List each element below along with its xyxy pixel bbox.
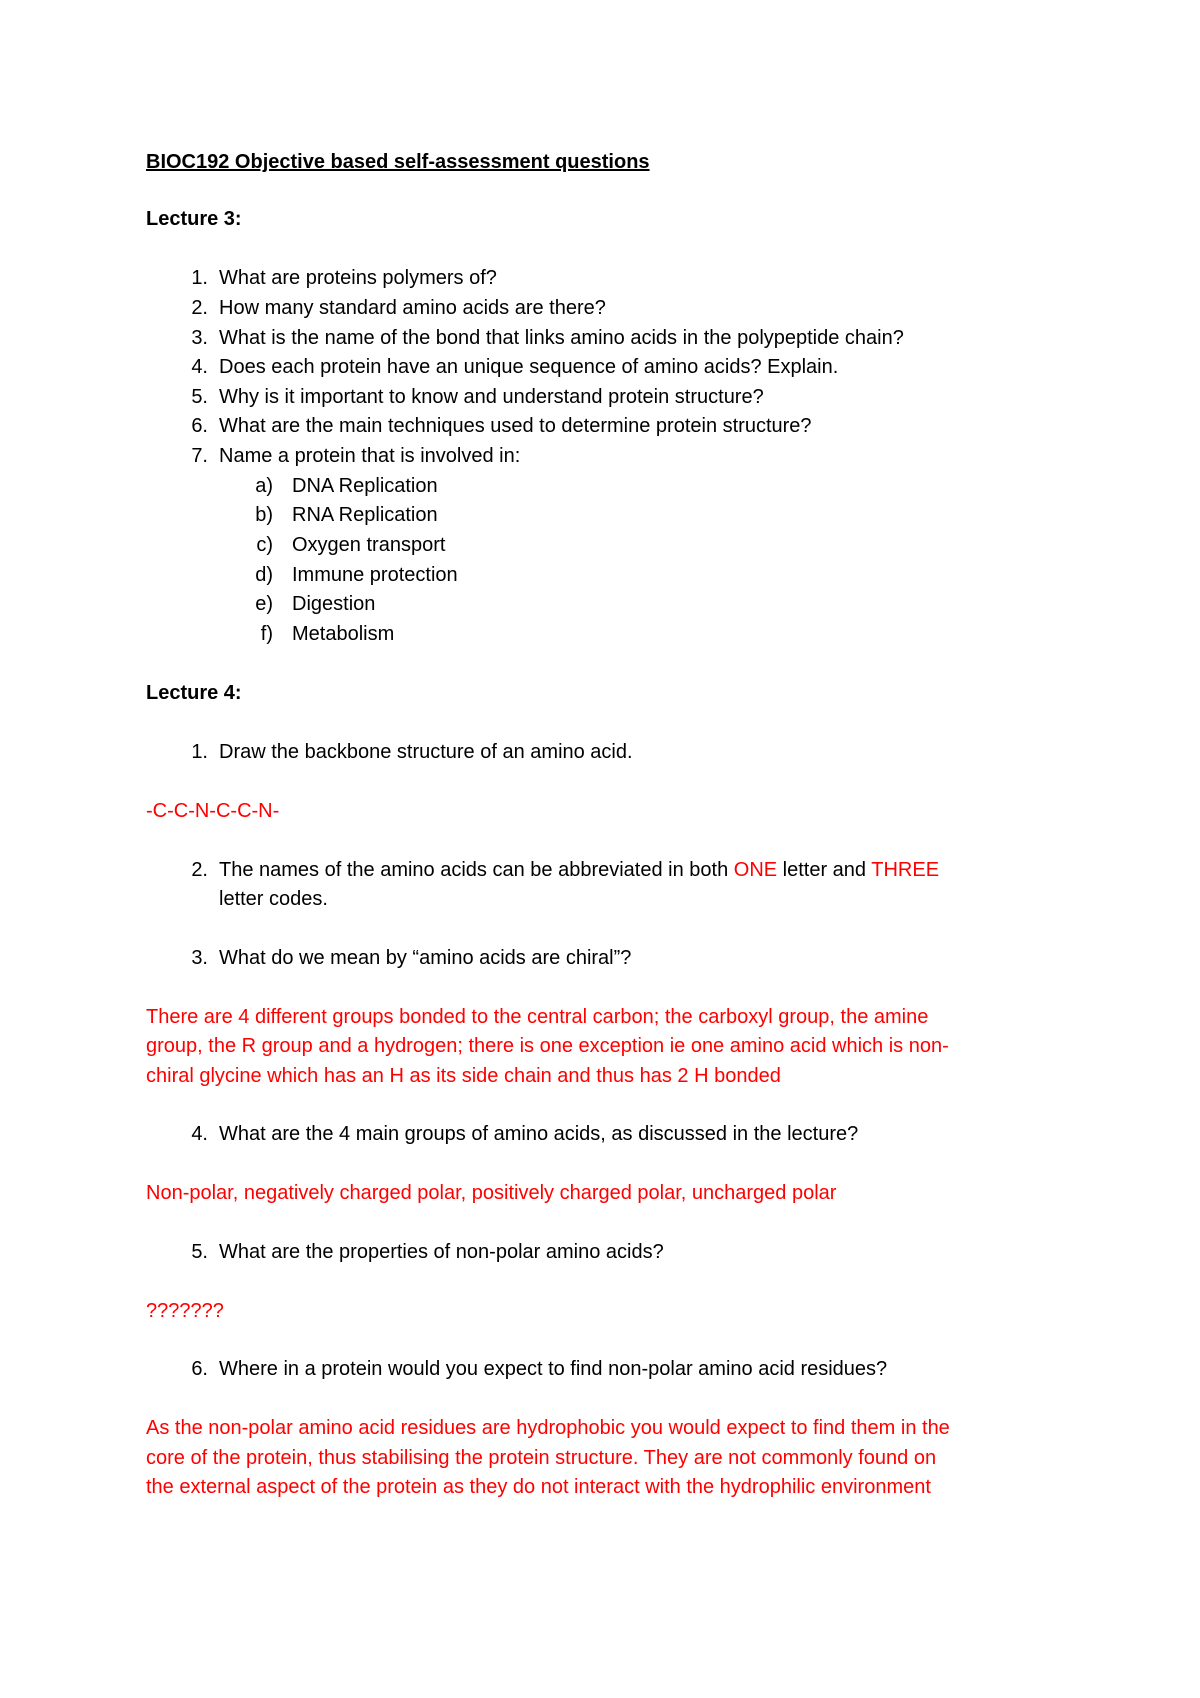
lecture-3-heading: Lecture 3: — [146, 208, 242, 230]
list-item — [0, 385, 1200, 409]
question-text: letter codes. — [219, 888, 328, 910]
list-item-continuation — [0, 887, 1200, 911]
question-number: 3. — [191, 327, 208, 349]
question-text — [219, 858, 939, 882]
question-text: Draw the backbone structure of an amino acid. — [219, 741, 633, 763]
document-title: BIOC192 Objective based self-assessment questions — [146, 151, 650, 173]
answer-text: As the non-polar amino acid residues are hydrophobic you would expect to find them in the — [146, 1417, 950, 1439]
list-item — [0, 444, 1200, 468]
question-number: 1. — [191, 741, 208, 763]
sub-list-item — [0, 622, 1200, 646]
question-text: What are the main techniques used to determine protein structure? — [219, 415, 812, 437]
list-item — [0, 740, 1200, 764]
sub-item-letter: c) — [256, 534, 273, 556]
list-item — [0, 355, 1200, 379]
sub-item-text: RNA Replication — [292, 504, 438, 526]
question-number: 2. — [191, 297, 208, 319]
list-item — [0, 326, 1200, 350]
question-text-part: letter and — [777, 859, 872, 881]
answer-text: Non-polar, negatively charged polar, positively charged polar, uncharged polar — [146, 1182, 837, 1204]
sub-item-text: Oxygen transport — [292, 534, 446, 556]
lecture-4-heading: Lecture 4: — [146, 682, 242, 704]
sub-list-item — [0, 474, 1200, 498]
list-item — [0, 1122, 1200, 1146]
sub-item-text: DNA Replication — [292, 475, 438, 497]
sub-list-item — [0, 563, 1200, 587]
answer-text: -C-C-N-C-C-N- — [146, 800, 280, 822]
answer-text: ??????? — [146, 1300, 224, 1322]
list-item — [0, 1240, 1200, 1264]
question-text: Why is it important to know and understand protein structure? — [219, 386, 764, 408]
question-number: 3. — [191, 947, 208, 969]
answer-highlight: ONE — [733, 859, 778, 881]
list-item — [0, 266, 1200, 290]
question-text: Name a protein that is involved in: — [219, 445, 521, 467]
answer-text: core of the protein, thus stabilising the protein structure. They are not commonly found on — [146, 1447, 937, 1469]
question-text-part: The names of the amino acids can be abbreviated in both — [219, 859, 734, 881]
question-number: 5. — [191, 386, 208, 408]
question-number: 7. — [191, 445, 208, 467]
sub-item-letter: d) — [255, 564, 273, 586]
sub-item-letter: b) — [255, 504, 273, 526]
question-text: Does each protein have an unique sequence of amino acids? Explain. — [219, 356, 839, 378]
list-item — [0, 1357, 1200, 1381]
sub-item-text: Metabolism — [292, 623, 395, 645]
question-number: 1. — [191, 267, 208, 289]
sub-item-text: Digestion — [292, 593, 376, 615]
sub-list-item — [0, 503, 1200, 527]
sub-item-letter: a) — [255, 475, 273, 497]
answer-text: There are 4 different groups bonded to the central carbon; the carboxyl group, the amine — [146, 1006, 929, 1028]
question-number: 6. — [191, 415, 208, 437]
answer-text: group, the R group and a hydrogen; there is one exception ie one amino acid which is non- — [146, 1035, 949, 1057]
question-number: 4. — [191, 356, 208, 378]
question-text: What are proteins polymers of? — [219, 267, 497, 289]
list-item — [0, 414, 1200, 438]
question-text: What is the name of the bond that links amino acids in the polypeptide chain? — [219, 327, 904, 349]
sub-item-text: Immune protection — [292, 564, 458, 586]
answer-text: chiral glycine which has an H as its side chain and thus has 2 H bonded — [146, 1065, 781, 1087]
question-number: 5. — [191, 1241, 208, 1263]
sub-list-item — [0, 533, 1200, 557]
sub-item-letter: e) — [255, 593, 273, 615]
question-number: 2. — [191, 859, 208, 881]
question-number: 4. — [191, 1123, 208, 1145]
question-text: Where in a protein would you expect to find non-polar amino acid residues? — [219, 1358, 888, 1380]
sub-list-item — [0, 592, 1200, 616]
list-item — [0, 946, 1200, 970]
question-text: How many standard amino acids are there? — [219, 297, 606, 319]
list-item — [0, 296, 1200, 320]
question-text: What do we mean by “amino acids are chiral”? — [219, 947, 632, 969]
question-number: 6. — [191, 1358, 208, 1380]
question-text: What are the properties of non-polar amino acids? — [219, 1241, 664, 1263]
list-item — [0, 858, 1200, 882]
question-text: What are the 4 main groups of amino acids, as discussed in the lecture? — [219, 1123, 859, 1145]
answer-highlight: THREE — [871, 859, 940, 881]
answer-text: the external aspect of the protein as they do not interact with the hydrophilic environment — [146, 1476, 931, 1498]
sub-item-letter: f) — [260, 623, 273, 645]
